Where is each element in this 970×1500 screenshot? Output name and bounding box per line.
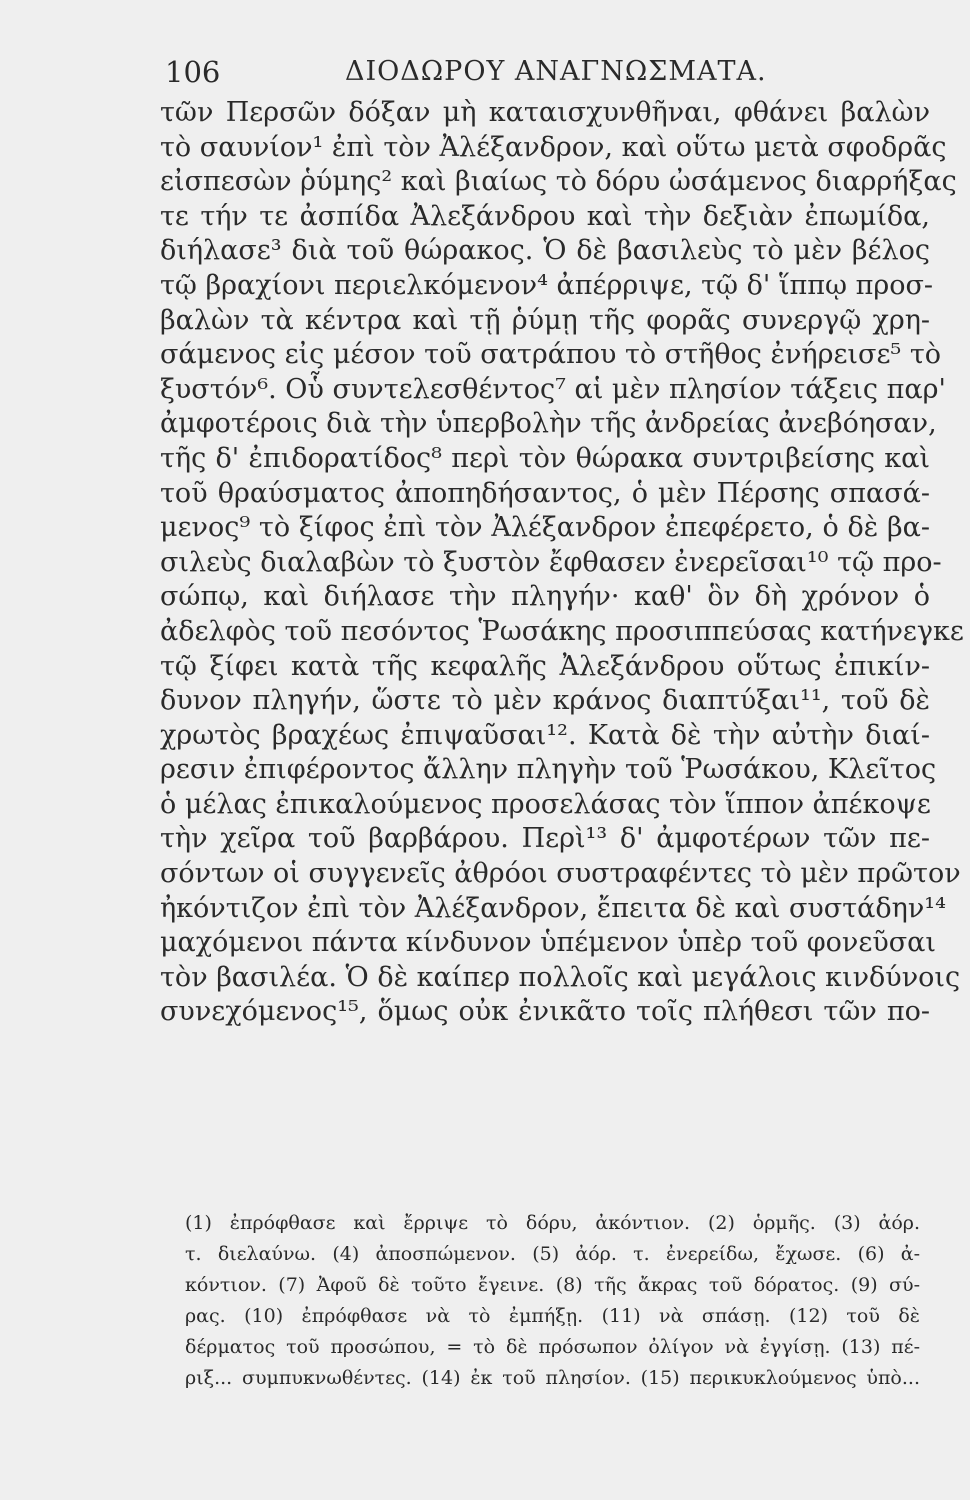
main-text — [160, 96, 964, 1030]
text-line: τῶν Περσῶν δόξαν μὴ καταισχυνθῆναι, φθάνει βαλὼν — [160, 97, 930, 128]
text-line: εἰσπεσὼν ῥύμης² καὶ βιαίως τὸ δόρυ ὠσάμενος διαρρήξας — [160, 166, 957, 198]
running-title: ΔΙΟΔΩΡΟΥ ΑΝΑΓΝΩΣΜΑΤΑ. — [345, 56, 767, 87]
footnote-line: ρας. (10) ἐπρόφθασε νὰ τὸ ἐμπήξῃ. (11) νὰ σπάσῃ. (12) τοῦ δὲ — [185, 1305, 920, 1327]
text-line: σιλεὺς διαλαβὼν τὸ ξυστὸν ἔφθασεν ἐνερεῖσαι¹⁰ τῷ προ- — [160, 546, 942, 578]
text-line: μενος⁹ τὸ ξίφος ἐπὶ τὸν Ἀλέξανδρον ἐπεφέρετο, ὁ δὲ βα- — [160, 512, 930, 544]
text-line: τὸ σαυνίον¹ ἐπὶ τὸν Ἀλέξανδρον, καὶ οὕτω μετὰ σφοδρᾶς — [160, 131, 947, 163]
text-line: τε τήν τε ἀσπίδα Ἀλεξάνδρου καὶ τὴν δεξιὰν ἐπωμίδα, — [160, 200, 930, 232]
text-line: ρεσιν ἐπιφέροντος ἄλλην πληγὴν τοῦ Ῥωσάκου, Κλεῖτος — [160, 754, 937, 786]
text-line: σόντων οἱ συγγενεῖς ἀθρόοι συστραφέντες τὸ μὲν πρῶτον — [160, 858, 961, 890]
footnote-line: (1) ἐπρόφθασε καὶ ἔρριψε τὸ δόρυ, ἀκόντιον. (2) ὁρμῆς. (3) ἀόρ. — [185, 1212, 920, 1234]
text-line: συνεχόμενος¹⁵, ὅμως οὐκ ἐνικᾶτο τοῖς πλήθεσι τῶν πο- — [160, 996, 930, 1028]
text-line: τῆς δ' ἐπιδορατίδος⁸ περὶ τὸν θώρακα συντριβείσης καὶ — [160, 442, 930, 474]
footnote-line: τ. διελαύνω. (4) ἀποσπώμενον. (5) ἀόρ. τ. ἐνερείδω, ἔχωσε. (6) ἀ- — [185, 1243, 920, 1265]
text-line: τοῦ θραύσματος ἀποπηδήσαντος, ὁ μὲν Πέρσης σπασά- — [160, 477, 930, 509]
text-line: ἀδελφὸς τοῦ πεσόντος Ῥωσάκης προσιππεύσας κατήνεγκε — [160, 615, 964, 647]
text-line: σώπῳ, καὶ διήλασε τὴν πληγήν· καθ' ὃν δὴ χρόνον ὁ — [160, 581, 930, 613]
text-line: τὴν χεῖρα τοῦ βαρβάρου. Περὶ¹³ δ' ἀμφοτέρων τῶν πε- — [160, 823, 930, 855]
footnote-line: κόντιον. (7) Ἀφοῦ δὲ τοῦτο ἔγεινε. (8) τῆς ἄκρας τοῦ δόρατος. (9) σύ- — [185, 1274, 920, 1296]
text-line: τῷ βραχίονι περιελκόμενον⁴ ἀπέρριψε, τῷ δ' ἵππῳ προσ- — [160, 269, 934, 301]
text-line: βαλὼν τὰ κέντρα καὶ τῇ ῥύμῃ τῆς φορᾶς συνεργῷ χρη- — [160, 304, 930, 336]
text-line: ξυστόν⁶. Οὗ συντελεσθέντος⁷ αἱ μὲν πλησίον τάξεις παρ' — [160, 373, 946, 405]
footnote-line: δέρματος τοῦ προσώπου, = τὸ δὲ πρόσωπον ὀλίγον νὰ ἐγγίσῃ. (13) πέ- — [185, 1336, 920, 1358]
text-line: διήλασε³ διὰ τοῦ θώρακος. Ὁ δὲ βασιλεὺς τὸ μὲν βέλος — [160, 235, 930, 267]
text-line: ἀμφοτέροις διὰ τὴν ὑπερβολὴν τῆς ἀνδρείας ἀνεβόησαν, — [160, 408, 937, 440]
text-line: μαχόμενοι πάντα κίνδυνον ὑπέμενον ὑπὲρ τοῦ φονεῦσαι — [160, 927, 936, 959]
text-line: τῷ ξίφει κατὰ τῆς κεφαλῆς Ἀλεξάνδρου οὕτως ἐπικίν- — [160, 650, 930, 682]
text-line: τὸν βασιλέα. Ὁ δὲ καίπερ πολλοῖς καὶ μεγάλοις κινδύνοις — [160, 961, 961, 993]
text-line: χρωτὸς βραχέως ἐπιψαῦσαι¹². Κατὰ δὲ τὴν αὐτὴν διαί- — [160, 719, 930, 751]
text-line: ὁ μέλας ἐπικαλούμενος προσελάσας τὸν ἵππον ἀπέκοψε — [160, 788, 931, 820]
text-line: σάμενος εἰς μέσον τοῦ σατράπου τὸ στῆθος ἐνήρεισε⁵ τὸ — [160, 339, 942, 371]
text-line: ἠκόντιζον ἐπὶ τὸν Ἀλέξανδρον, ἔπειτα δὲ καὶ συστάδην¹⁴ — [160, 892, 946, 924]
footnote-line: ριξ... συμπυκνωθέντες. (14) ἐκ τοῦ πλησίον. (15) περικυκλούμενος ὑπὸ... — [185, 1367, 920, 1389]
footnotes — [185, 1208, 920, 1394]
text-line: δυνον πληγήν, ὥστε τὸ μὲν κράνος διαπτύξαι¹¹, τοῦ δὲ — [160, 685, 930, 717]
page-header — [165, 52, 925, 92]
page-number: 106 — [165, 55, 221, 89]
